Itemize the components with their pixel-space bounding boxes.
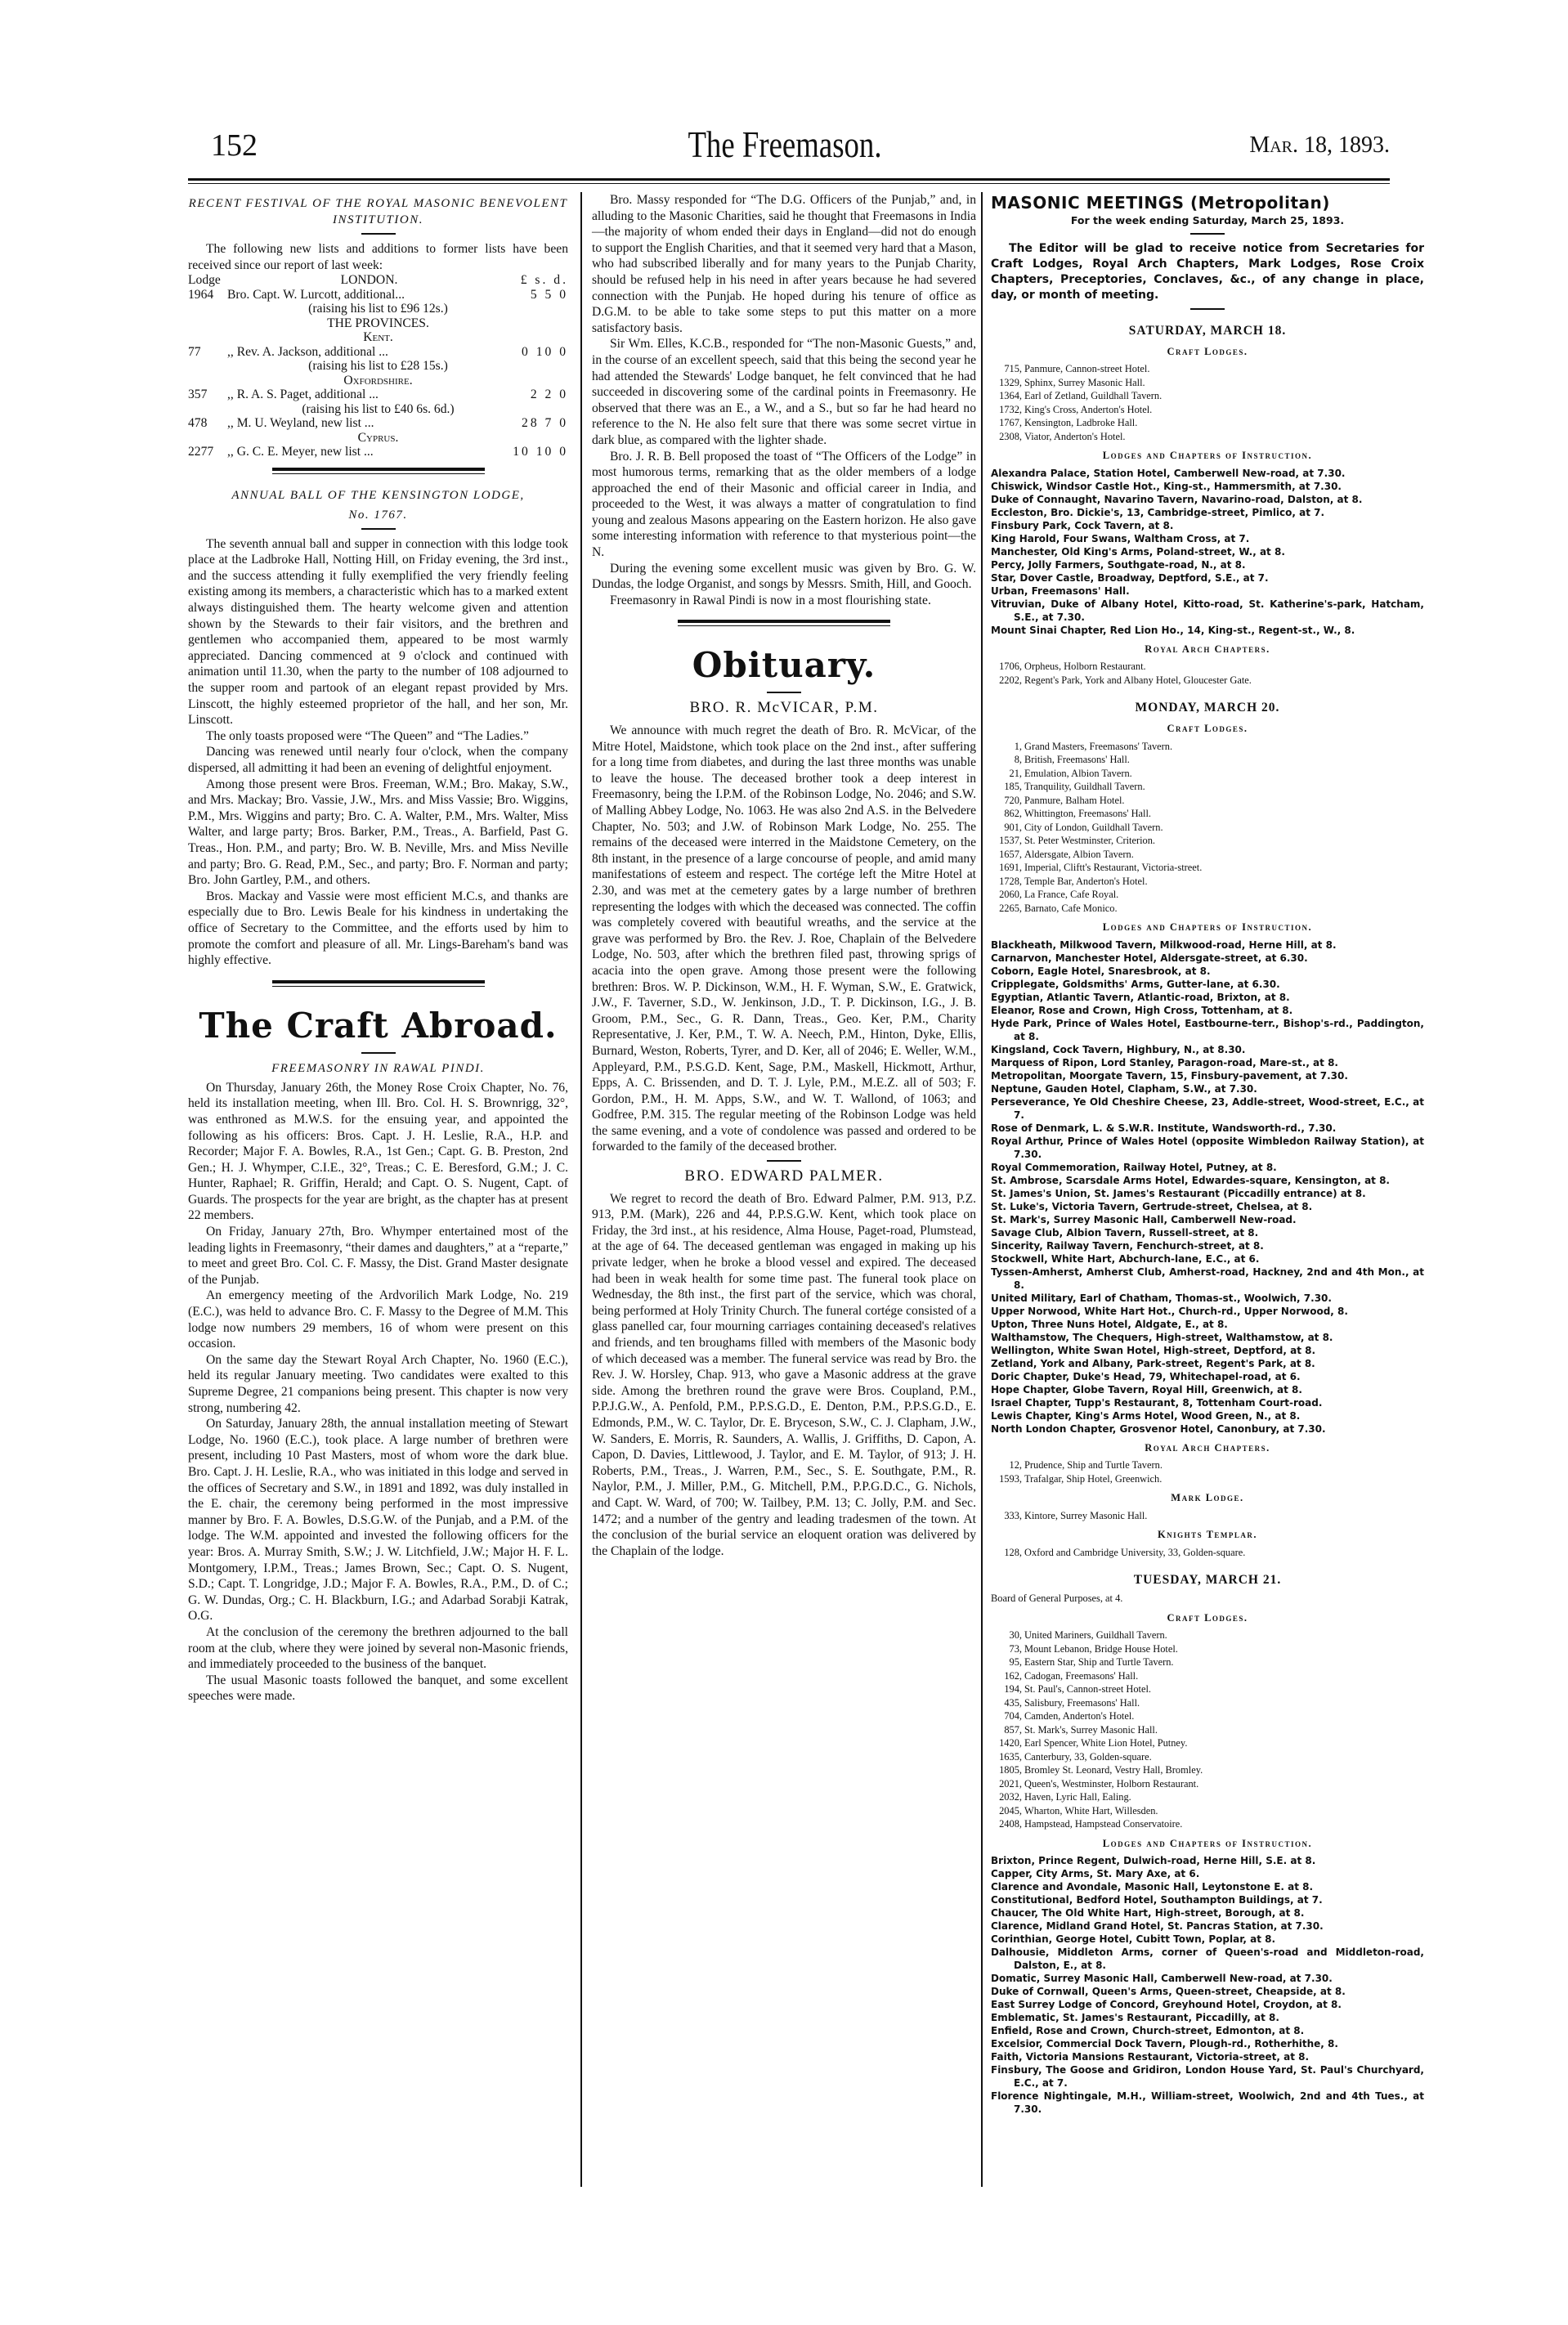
day-heading: MONDAY, MARCH 20. bbox=[1135, 701, 1280, 715]
meeting-entry: Finsbury Park, Cock Tavern, at 8. bbox=[991, 519, 1174, 531]
meeting-list bbox=[991, 1509, 1424, 1523]
meeting-place: Orpheus, Holborn Restaurant. bbox=[1024, 661, 1146, 673]
meeting-entry: Lewis Chapter, King's Arms Hotel, Wood Green, N., at 8. bbox=[991, 1409, 1301, 1422]
meeting-entry: St. James's Union, St. James's Restaurant (Piccadilly entrance) at 8. bbox=[991, 1187, 1366, 1199]
meeting-entry: Wellington, White Swan Hotel, High-street, Deptford, at 8. bbox=[991, 1344, 1316, 1356]
masthead-rule bbox=[188, 178, 1390, 184]
lodge-number: 435, bbox=[1004, 1696, 1022, 1709]
meeting-entry: Marquess of Ripon, Lord Stanley, Paragon-road, Mare-st., at 8. bbox=[991, 1056, 1338, 1068]
meeting-entry: Neptune, Gauden Hotel, Clapham, S.W., at 7.30. bbox=[991, 1082, 1257, 1095]
meeting-entry bbox=[991, 362, 1424, 376]
meeting-list bbox=[991, 740, 1424, 916]
meeting-entry: Savage Club, Albion Tavern, Russell-street, at 8. bbox=[991, 1226, 1259, 1239]
lodge-number: 1805, bbox=[999, 1764, 1022, 1776]
amount: 0 10 0 bbox=[522, 344, 568, 359]
paragraph: The only toasts proposed were “The Queen” and “The Ladies.” bbox=[206, 728, 529, 743]
meeting-entry: St. Luke's, Victoria Tavern, Gertrude-street, Chelsea, at 8. bbox=[991, 1200, 1313, 1212]
meeting-entry bbox=[991, 821, 1424, 835]
meeting-entry: Upper Norwood, White Hart Hot., Church-rd., Upper Norwood, 8. bbox=[991, 1305, 1348, 1317]
meeting-place: Earl of Zetland, Guildhall Tavern. bbox=[1024, 390, 1163, 402]
meeting-entry bbox=[991, 794, 1424, 808]
meeting-entry bbox=[991, 1696, 1424, 1710]
lodge-number: 73, bbox=[1009, 1642, 1022, 1655]
meeting-entry: Walthamstow, The Chequers, High-street, Walthamstow, at 8. bbox=[991, 1331, 1333, 1343]
meeting-entry: Royal Commemoration, Railway Hotel, Putney, at 8. bbox=[991, 1161, 1277, 1173]
meetings-schedule bbox=[991, 323, 1424, 2116]
meeting-entry: Manchester, Old King's Arms, Poland-street, W., at 8. bbox=[991, 545, 1285, 558]
paragraph: Dancing was renewed until nearly four o'clock, when the company dispersed, all admitting it had been an evening of delightful enjoyment. bbox=[188, 745, 568, 775]
meeting-place: Queen's, Westminster, Holborn Restaurant. bbox=[1024, 1777, 1199, 1790]
meeting-entry: Vitruvian, Duke of Albany Hotel, Kitto-road, St. Katherine's-park, Hatcham, S.E., at 7.30. bbox=[991, 598, 1424, 623]
lodge-number: 77 bbox=[188, 344, 201, 359]
meeting-place: Regent's Park, York and Albany Hotel, Gloucester Gate. bbox=[1024, 674, 1252, 686]
paragraph: At the conclusion of the ceremony the brethren adjourned to the ball room at the club, where they were joined by several non-Masonic friends, and immediately proceeded to the business of the banquet. bbox=[188, 1624, 568, 1672]
meeting-place: Camden, Anderton's Hotel. bbox=[1024, 1710, 1135, 1722]
meeting-place: British, Freemasons' Hall. bbox=[1024, 754, 1130, 766]
divider bbox=[1190, 308, 1225, 310]
meeting-entry bbox=[991, 1458, 1424, 1472]
meeting-entry: Enfield, Rose and Crown, Church-street, Edmonton, at 8. bbox=[991, 2025, 1305, 2037]
lodge-number: 8, bbox=[1014, 754, 1022, 766]
meeting-entry: Duke of Connaught, Navarino Tavern, Navarino-road, Dalston, at 8. bbox=[991, 493, 1363, 505]
day-note: Board of General Purposes, at 4. bbox=[991, 1593, 1123, 1605]
lodge-number: 1364, bbox=[999, 390, 1022, 402]
ledger-header bbox=[188, 273, 568, 288]
meeting-list bbox=[991, 1628, 1424, 1831]
meeting-entry: Domatic, Surrey Masonic Hall, Camberwell New-road, at 7.30. bbox=[991, 1973, 1333, 1985]
meeting-entry: Zetland, York and Albany, Park-street, Regent's Park, at 8. bbox=[991, 1357, 1315, 1369]
meeting-entry bbox=[991, 888, 1424, 902]
meeting-place: Imperial, Cliftt's Restaurant, Victoria-street. bbox=[1024, 862, 1203, 874]
ledger-header-amount: £ s. d. bbox=[520, 273, 568, 288]
paper-title: The Freemason. bbox=[688, 123, 882, 165]
subregion-heading: Oxfordshire. bbox=[343, 373, 413, 388]
meeting-entry: Excelsior, Commercial Dock Tavern, Plough-rd., Rotherhithe, 8. bbox=[991, 2038, 1338, 2050]
amount: 2 2 0 bbox=[530, 388, 568, 402]
lodge-number: 2408, bbox=[999, 1818, 1022, 1830]
meeting-entry bbox=[991, 1804, 1424, 1818]
meeting-entry: St. Ambrose, Scarsdale Arms Hotel, Edwardes-square, Kensington, at 8. bbox=[991, 1174, 1390, 1186]
ball-article bbox=[188, 536, 568, 969]
paragraph: On the same day the Stewart Royal Arch Chapter, No. 1960 (E.C.), held its regular January meeting. Two candidates were exalted to this Supreme Degree, 21 companions being present. This chapter is now very strong, numbering 42. bbox=[188, 1352, 568, 1415]
meeting-entry bbox=[991, 861, 1424, 875]
meeting-entry bbox=[991, 376, 1424, 390]
meeting-place: Panmure, Balham Hotel. bbox=[1024, 794, 1125, 806]
meeting-place: Kensington, Ladbroke Hall. bbox=[1024, 417, 1138, 429]
paragraph: The usual Masonic toasts followed the banquet, and some excellent speeches were made. bbox=[188, 1673, 568, 1704]
divider bbox=[1190, 233, 1225, 235]
paragraph: The seventh annual ball and supper in connection with this lodge took place at the Ladbroke Hall, Notting Hill, on Friday evening, the 3rd inst., and the success attending it fully exemplified the very friendly feeling existing among its members, a characteristic which has to a marked extent always distinguished them. The hearty welcome given and attention shown by the Stewards to their fair visitors, and the brethren and gentlemen who accompanied them, appeared to be most warmly appreciated. Dancing commenced at 9 o'clock and continued with animation until 11.30, when the party to the number of 108 adjourned to the supper room and partook of an elegant repast provided by Mrs. Linscott, the highly esteemed proprietor of the hall, and her son, Mr. Linscott. bbox=[188, 536, 568, 728]
obituary-name: BRO. R. McVICAR, P.M. bbox=[689, 699, 879, 717]
meeting-entry: Blackheath, Milkwood Tavern, Milkwood-road, Herne Hill, at 8. bbox=[991, 939, 1337, 951]
lodge-number: 1537, bbox=[999, 835, 1022, 847]
contributor: ,, Rev. A. Jackson, additional ... bbox=[227, 344, 388, 359]
meeting-entry: Faith, Victoria Mansions Restaurant, Victoria-street, at 8. bbox=[991, 2051, 1310, 2063]
ledger-note: (raising his list to £40 6s. 6d.) bbox=[302, 401, 455, 416]
ledger-row bbox=[188, 345, 568, 360]
meetings-subtitle: For the week ending Saturday, March 25, 1893. bbox=[1070, 214, 1345, 226]
meeting-entry: Brixton, Prince Regent, Dulwich-road, Herne Hill, S.E. at 8. bbox=[991, 1855, 1316, 1867]
meeting-entry: St. Mark's, Surrey Masonic Hall, Camberwell New-road. bbox=[991, 1213, 1297, 1225]
ledger-header-lodge: Lodge bbox=[188, 273, 221, 288]
divider bbox=[361, 528, 396, 530]
page-number: 152 bbox=[211, 128, 258, 163]
meeting-entry bbox=[991, 660, 1424, 674]
lodge-number: 1657, bbox=[999, 848, 1022, 860]
meeting-entry: Star, Dover Castle, Broadway, Deptford, S.E., at 7. bbox=[991, 571, 1269, 584]
right-column bbox=[981, 192, 1424, 2187]
meeting-entry bbox=[991, 1628, 1424, 1642]
meeting-place: Trafalgar, Ship Hotel, Greenwich. bbox=[1024, 1472, 1163, 1485]
meeting-entry bbox=[991, 1777, 1424, 1791]
lodge-number: 1, bbox=[1014, 740, 1022, 752]
meeting-place: Aldersgate, Albion Tavern. bbox=[1024, 848, 1134, 860]
meeting-entry bbox=[991, 1763, 1424, 1777]
craft-abroad-subtitle: FREEMASONRY IN RAWAL PINDI. bbox=[271, 1061, 485, 1075]
meeting-entry bbox=[991, 753, 1424, 767]
lodge-number: 720, bbox=[1004, 794, 1022, 806]
lodge-number: 357 bbox=[188, 388, 208, 402]
paragraph: We regret to record the death of Bro. Edward Palmer, P.M. 913, P.Z. 913, P.M. (Mark), 226 and 44, P.P.S.G.W. Kent, which took place on Friday, the 3rd inst., at his residence, Alma House, Paget-road, Plumstead, at the age of 64. The deceased gentleman was engaged in making up his private ledger, when he broke a blood vessel and expired. The deceased had been in weak health for some time past. The funeral took place on Wednesday, the 8th inst., the first part of the service, which was choral, being performed at Holy Trinity Church. The funeral cortége consisted of a glass panelled car, four mourning carriages containing deceased's relatives and friends, and ten broughams filled with members of the Masonic body of which deceased was a member. The funeral service was read by Bro. the Rev. J. W. Horsley, Chap. 913, who gave a Masonic address at the grave side. Among the brethren round the grave were Bros. Coupland, P.M., P.P.J.G.W., A. Penfold, P.M., P.P.S.G.D., E. Denton, P.M., P.P.S.G.D., E. Edmonds, P.M., W. C. Taylor, Dr. E. Bryceson, S.W., C. J. Clapham, J.W., W. Sanders, E. Morris, R. Saunders, A. Wallis, J. Griffiths, D. Capon, A. Capon, D. Davies, Littlewood, J. Taylor, and E. M. Taylor, of 913; J. H. Roberts, P.M., Treas., J. Warren, P.M., Sec., S. E. Southgate, P.M., R. Naylor, P.M., J. Miller, P.M., G. Mitchell, P.M., P.P.G.D.C., G. Nichols, and Capt. W. Ward, of 700; W. Tailbey, P.M. 13; C. Jolly, P.M. and Sec. 1472; and a number of the gentry and leading tradesmen of the town. At the conclusion of the burial service an eloquent oration was delivered by the Chaplain of the lodge. bbox=[592, 1191, 976, 1558]
meeting-entry: Clarence, Midland Grand Hotel, St. Pancras Station, at 7.30. bbox=[991, 1920, 1324, 1933]
meeting-entry bbox=[991, 1736, 1424, 1750]
paragraph: An emergency meeting of the Ardvorilich Mark Lodge, No. 219 (E.C.), was held to advance Bro. C. F. Massy to the Degree of M.M. This lodge now numbers 29 members, 16 of whom were present on this occasion. bbox=[188, 1288, 568, 1351]
paragraph: Among those present were Bros. Freeman, W.M.; Bro. Makay, S.W., and Mrs. Mackay; Bro. Vassie, J.W., Mrs. and Miss Vassie; Bro. Wiggins, P.M., Mrs. Wiggins and party; Bro. C. A. Walter, P.M., Mrs. Walter, Miss Walter, and large party; Bros. Barker, P.M., Treas., A. Barfield, Past G. Treas., Hon. P.M., and party; Bro. W. B. Neville, Mrs. and Miss Neville and party; Bro. G. Read, P.M., Sec., and party; Bro. F. Norman and party; Bro. John Gartley, P.M., and others. bbox=[188, 777, 568, 888]
meeting-place: Temple Bar, Anderton's Hotel. bbox=[1024, 875, 1148, 887]
ledger-row bbox=[188, 388, 568, 402]
meeting-entry bbox=[991, 1509, 1424, 1523]
meeting-entry bbox=[991, 1669, 1424, 1683]
meeting-list bbox=[991, 1854, 1424, 2116]
lodge-number: 1706, bbox=[999, 661, 1022, 673]
meeting-place: St. Peter Westminster, Criterion. bbox=[1024, 835, 1156, 847]
meeting-place: Earl Spencer, White Lion Hotel, Putney. bbox=[1024, 1737, 1188, 1749]
meeting-entry: United Military, Earl of Chatham, Thomas-st., Woolwich, 7.30. bbox=[991, 1292, 1332, 1304]
meeting-entry bbox=[991, 1642, 1424, 1656]
obituary-name: BRO. EDWARD PALMER. bbox=[684, 1167, 884, 1185]
paragraph: Freemasonry in Rawal Pindi is now in a most flourishing state. bbox=[610, 593, 931, 607]
lodge-number: 2202, bbox=[999, 674, 1022, 686]
lodge-number: 478 bbox=[188, 416, 208, 431]
subregion-heading: Kent. bbox=[363, 330, 393, 345]
lodge-number: 704, bbox=[1004, 1710, 1022, 1722]
meeting-place: Mount Lebanon, Bridge House Hotel. bbox=[1024, 1642, 1178, 1655]
meeting-entry bbox=[991, 403, 1424, 417]
meeting-entry: Hyde Park, Prince of Wales Hotel, Eastbourne-terr., Bishop's-rd., Paddington, at 8. bbox=[991, 1017, 1424, 1042]
divider bbox=[361, 233, 396, 235]
category-heading: Craft Lodges. bbox=[1167, 345, 1248, 357]
meetings-title: MASONIC MEETINGS (Metropolitan) bbox=[991, 193, 1330, 213]
meeting-entry bbox=[991, 674, 1424, 688]
ledger-row bbox=[188, 445, 568, 459]
lodge-number: 2265, bbox=[999, 902, 1022, 914]
meeting-place: City of London, Guildhall Tavern. bbox=[1024, 821, 1163, 833]
lodge-number: 1732, bbox=[999, 403, 1022, 415]
lodge-number: 2277 bbox=[188, 445, 214, 459]
lodge-number: 1767, bbox=[999, 417, 1022, 429]
meeting-entry: Finsbury, The Goose and Gridiron, London House Yard, St. Paul's Churchyard, E.C., at 7. bbox=[991, 2064, 1424, 2090]
paragraph: Bro. J. R. B. Bell proposed the toast of “The Officers of the Lodge” in most humorous terms, remarking that as the older members of a lodge approached the end of their Masonic and official career in India, and proceeded to the West, it was always a matter of congratulation to find young and zealous Masons appearing on the Eastern horizon. He also gave some interesting information with reference to that mysterious point—the N. bbox=[592, 449, 976, 560]
lodge-number: 1728, bbox=[999, 875, 1022, 887]
category-heading: Royal Arch Chapters. bbox=[1145, 1441, 1270, 1454]
paragraph: On Friday, January 27th, Bro. Whymper entertained most of the leading lights in Freemasonry, “their dames and daughters,” at a “reparte,” to meet and greet Bro. Col. C. F. Massy, the Dist. Grand Master designate of the Punjab. bbox=[188, 1225, 568, 1287]
meeting-place: Bromley St. Leonard, Vestry Hall, Bromley. bbox=[1024, 1764, 1203, 1776]
meeting-entry: Chaucer, The Old White Hart, High-street, Borough, at 8. bbox=[991, 1907, 1305, 1920]
meeting-entry bbox=[991, 780, 1424, 794]
meeting-entry: Mount Sinai Chapter, Red Lion Ho., 14, King-st., Regent-st., W., 8. bbox=[991, 624, 1355, 636]
amount: 28 7 0 bbox=[522, 416, 568, 431]
meeting-place: Barnato, Cafe Monico. bbox=[1024, 902, 1118, 914]
meeting-entry: East Surrey Lodge of Concord, Greyhound Hotel, Croydon, at 8. bbox=[991, 1999, 1342, 2011]
subregion-heading: Cyprus. bbox=[357, 430, 399, 445]
lodge-number: 185, bbox=[1004, 781, 1022, 793]
rawal-pindi-continued bbox=[592, 192, 976, 608]
lodge-number: 2021, bbox=[999, 1777, 1022, 1790]
craft-abroad-article bbox=[188, 1080, 568, 1705]
lodge-number: 715, bbox=[1004, 363, 1022, 375]
amount: 10 10 0 bbox=[513, 445, 568, 459]
paragraph: Sir Wm. Elles, K.C.B., responded for “The non-Masonic Guests,” and, in the course of an excellent speech, said that this being the second year he had attended the Stewards' Lodge banquet, he felt convinced that he had succeeded in discovering some of the cardinal points in Freemasonry. He observed that there was an E., a W., and a S., but so far he had heard no reference to the N. He also felt sure that there was some secret virtue in dark blue, as compared with the lighter shade. bbox=[592, 337, 976, 447]
meeting-entry: Duke of Cornwall, Queen's Arms, Queen-street, Cheapside, at 8. bbox=[991, 1986, 1346, 1998]
meeting-entry: Royal Arthur, Prince of Wales Hotel (opposite Wimbledon Railway Station), at 7.30. bbox=[991, 1135, 1424, 1160]
meeting-entry bbox=[991, 1655, 1424, 1669]
category-heading: Lodges and Chapters of Instruction. bbox=[1102, 450, 1313, 462]
lodge-number: 333, bbox=[1004, 1509, 1022, 1521]
lodge-number: 194, bbox=[1004, 1683, 1022, 1696]
meeting-entry: Upton, Three Nuns Hotel, Aldgate, E., at 8. bbox=[991, 1318, 1228, 1330]
meeting-list bbox=[991, 939, 1424, 1436]
amount: 5 5 0 bbox=[530, 287, 568, 302]
lodge-number: 1964 bbox=[188, 287, 214, 302]
divider bbox=[767, 1160, 801, 1162]
meeting-entry: Capper, City Arms, St. Mary Axe, at 6. bbox=[991, 1868, 1200, 1880]
festival-title: RECENT FESTIVAL OF THE ROYAL MASONIC BENEVOLENT INSTITUTION. bbox=[188, 197, 568, 226]
meeting-entry: Alexandra Palace, Station Hotel, Camberwell New-road, at 7.30. bbox=[991, 467, 1346, 479]
meeting-place: Canterbury, 33, Golden-square. bbox=[1024, 1750, 1152, 1763]
paragraph: We announce with much regret the death of Bro. R. McVicar, of the Mitre Hotel, Maidstone, which took place on the 2nd inst., after suffering for a long time from diabetes, and during the last three months was unable to leave the house. The deceased brother took a deep interest in Freemasonry, being the I.P.M. of the Robinson Lodge, No. 2046; and S.W. of Malling Abbey Lodge, No. 1063. He was also 2nd A.S. in the Belvedere Chapter, No. 503; and J.W. of Robinson Mark Lodge, No. 255. The remains of the deceased were interred in the Maidstone Cemetery, on the 8th instant, in the presence of a large concourse of people, and amid many manifestations of esteem and respect. The cortége left the Mitre Hotel at 2.30, and was met at the cemetery gates by a large number of brethren representing the lodges with which the deceased was connected. The coffin was completely covered with beautiful wreaths, and the service at the grave was performed by Bro. the Rev. J. Roe, Chaplain of the Belvedere Lodge, No. 503, after which the brethren filed past, throwing sprigs of acacia into the open grave. Among those present were the following brethren: Bros. W. P. Dickinson, W.M., H. F. Wyman, S.W., E. Gratwick, J.W., F. Taverner, S.D., W. Jenkinson, J.D., T. P. Dickinson, I.G., J. B. Groom, P.M., Sec., G. R. Dann, Treas., Geo. Ker, P.M., Charity Representative, J. Ker, P.M., T. W. A. Neech, P.M., Hinton, Dyke, Ellis, Burnard, Weston, Roberts, Tyrer, and D. Ker, all of 2046; E. Weller, W.M., Appleyard, P.M., P.S.G.D. Kent, Sage, P.M., Maskell, Hickmott, Arthur, Epps, A. C. Brissenden, and D. T. J. Lyle, P.M., M.E.Z. all of 503; F. Gordon, P.M., H. M. Apps, S.W., and W. T. Wallond, of 1063; and Godfree, P.M. 315. The regular meeting of the Robinson Lodge was held the same evening, and a vote of condolence was passed and ordered to be forwarded to the family of the deceased brother. bbox=[592, 723, 976, 1154]
day-heading: SATURDAY, MARCH 18. bbox=[1128, 324, 1287, 338]
meeting-place: Sphinx, Surrey Masonic Hall. bbox=[1024, 376, 1145, 388]
meeting-entry: Clarence and Avondale, Masonic Hall, Leytonstone E. at 8. bbox=[991, 1881, 1314, 1893]
meeting-entry bbox=[991, 875, 1424, 889]
ledger-note: (raising his list to £28 15s.) bbox=[308, 359, 448, 374]
category-heading: Royal Arch Chapters. bbox=[1145, 643, 1270, 655]
obituary-heading: Obituary. bbox=[692, 645, 876, 686]
meeting-list bbox=[991, 362, 1424, 443]
paragraph: On Thursday, January 26th, the Money Rose Croix Chapter, No. 76, held its installation meeting, when Ill. Bro. Col. H. S. Brownrigg, 32°, was enthroned as M.W.S. for the ensuing year, and appointed the following as his officers: Bros. Capt. J. H. Leslie, R.A., H.P. and Recorder; Major F. A. Bowles, R.A., 1st Gen.; Capt. G. B. Preston, 2nd Gen.; H. J. Whymper, C.I.E., 32°, Treas.; C. E. Beresford, G.M.; J. C. Hunter, Raphael; R. Griffin, Herald; and Capt. O. S. Nugent, Capt. of Guards. The prospects for the year are bright, as the chapter has at present 22 members. bbox=[188, 1080, 568, 1223]
meeting-entry: Rose of Denmark, L. & S.W.R. Institute, Wandsworth-rd., 7.30. bbox=[991, 1122, 1337, 1134]
divider bbox=[767, 692, 801, 693]
meeting-entry bbox=[991, 1817, 1424, 1831]
meeting-place: Panmure, Cannon-street Hotel. bbox=[1024, 363, 1150, 375]
contributor: Bro. Capt. W. Lurcott, additional... bbox=[227, 287, 405, 302]
day-heading: TUESDAY, MARCH 21. bbox=[1133, 1573, 1282, 1588]
category-heading: Knights Templar. bbox=[1157, 1529, 1258, 1541]
meeting-entry: Sincerity, Railway Tavern, Fenchurch-street, at 8. bbox=[991, 1239, 1264, 1252]
meeting-entry: Kingsland, Cock Tavern, Highbury, N., at 8.30. bbox=[991, 1043, 1246, 1055]
category-heading: Lodges and Chapters of Instruction. bbox=[1102, 1837, 1313, 1849]
lodge-number: 128, bbox=[1004, 1546, 1022, 1558]
meeting-entry: Percy, Jolly Farmers, Southgate-road, N., at 8. bbox=[991, 558, 1246, 571]
ball-title: ANNUAL BALL OF THE KENSINGTON LODGE, bbox=[231, 488, 525, 502]
contributor: ,, G. C. E. Meyer, new list ... bbox=[227, 445, 374, 459]
meeting-entry: North London Chapter, Grosvenor Hotel, Canonbury, at 7.30. bbox=[991, 1422, 1326, 1435]
meeting-entry: Perseverance, Ye Old Cheshire Cheese, 23, Addle-street, Wood-street, E.C., at 7. bbox=[991, 1095, 1424, 1121]
ledger-note: (raising his list to £96 12s.) bbox=[308, 302, 448, 316]
meeting-entry: Egyptian, Atlantic Tavern, Atlantic-road, Brixton, at 8. bbox=[991, 991, 1290, 1003]
meeting-list bbox=[991, 660, 1424, 687]
meeting-entry bbox=[991, 1472, 1424, 1486]
lodge-number: 2308, bbox=[999, 430, 1022, 442]
lodge-number: 2060, bbox=[999, 889, 1022, 901]
lodge-number: 862, bbox=[1004, 808, 1022, 820]
meeting-entry bbox=[991, 834, 1424, 848]
meeting-place: King's Cross, Anderton's Hotel. bbox=[1024, 403, 1153, 415]
meeting-entry: Carnarvon, Manchester Hotel, Aldersgate-street, at 6.30. bbox=[991, 952, 1308, 964]
meeting-entry bbox=[991, 1682, 1424, 1696]
meeting-entry: Florence Nightingale, M.H., William-street, Woolwich, 2nd and 4th Tues., at 7.30. bbox=[991, 2090, 1424, 2116]
lodge-number: 901, bbox=[1004, 821, 1022, 833]
meeting-entry bbox=[991, 1709, 1424, 1723]
meeting-entry: Israel Chapter, Tupp's Restaurant, 8, Tottenham Court-road. bbox=[991, 1396, 1323, 1409]
paragraph: Bros. Mackay and Vassie were most efficient M.C.s, and thanks are especially due to Bro. Lewis Beale for his kindness in undertaking the office of Secretary to the Committee, and the efforts used by him to promote the comfort and pleasure of all. Mr. Lings-Bareham's band was highly effective. bbox=[188, 889, 568, 968]
lodge-number: 30, bbox=[1009, 1629, 1022, 1642]
category-heading: Craft Lodges. bbox=[1167, 722, 1248, 734]
meeting-place: Tranquility, Guildhall Tavern. bbox=[1024, 781, 1145, 793]
paragraph: Bro. Massy responded for “The D.G. Officers of the Punjab,” and, in alluding to the Masonic Charities, said he thought that Freemasons in India—the majority of whom ended their days in England—did not do enough to support the English Charities, and that it seemed very hard that a Mason, who had subscribed liberally and for many years to the Punjab Charity, should be refused help in his need in after years because he had severed connection with the Punjab. He hoped during his tenure of office as D.G.M. to be able to take some steps to put this matter on a more satisfactory basis. bbox=[592, 193, 976, 335]
ledger-row bbox=[188, 416, 568, 431]
meeting-entry: Cripplegate, Goldsmiths' Arms, Gutter-lane, at 6.30. bbox=[991, 978, 1280, 990]
meeting-place: Eastern Star, Ship and Turtle Tavern. bbox=[1024, 1656, 1174, 1669]
meeting-place: Prudence, Ship and Turtle Tavern. bbox=[1024, 1459, 1163, 1472]
section-rule bbox=[678, 620, 890, 626]
meeting-entry: Coborn, Eagle Hotel, Snaresbrook, at 8. bbox=[991, 965, 1211, 977]
meeting-entry bbox=[991, 416, 1424, 430]
paragraph: On Saturday, January 28th, the annual installation meeting of Stewart Lodge, No. 1960 (E.C.), took place. A large number of brethren were present, including 10 Past Masters, most of whom wore the dark blue. Bro. Capt. J. H. Leslie, R.A., who was initiated in this lodge and served in the offices of Secretary and S.W., in 1891 and 1892, was duly installed in the E. chair, the ceremony being performed in the most impressive manner by Bro. F. A. Bowles, D.S.G.W. of the Punjab, and a P.M. of the lodge. The W.M. appointed and invested the following officers for the year: Bros. A. Murray Smith, S.W.; J. W. Litchfield, J.W.; Major H. F. L. Montgomery, I.P.M., Treas.; James Brown, Sec.; Capt. O. S. Nugent, S.D.; Capt. T. Longridge, J.D.; Major F. A. Bowles, R.A., P.M., D. of C.; G. W. Dundas, Org.; C. H. Blackburn, I.G.; and Adarbad Sorabji Katrak, O.G. bbox=[188, 1417, 568, 1624]
newspaper-page bbox=[155, 114, 1424, 2116]
meeting-place: Oxford and Cambridge University, 33, Golden-square. bbox=[1024, 1546, 1246, 1558]
meeting-entry: Stockwell, White Hart, Abchurch-lane, E.C., at 6. bbox=[991, 1252, 1260, 1265]
contribution-ledger bbox=[188, 273, 568, 459]
meeting-place: St. Paul's, Cannon-street Hotel. bbox=[1024, 1683, 1152, 1696]
ball-subtitle: No. 1767. bbox=[348, 508, 408, 522]
meeting-entry bbox=[991, 807, 1424, 821]
meeting-list bbox=[991, 1546, 1424, 1560]
meeting-place: Wharton, White Hart, Willesden. bbox=[1024, 1804, 1158, 1817]
meeting-entry bbox=[991, 1723, 1424, 1737]
paragraph: During the evening some excellent music was given by Bro. G. W. Dundas, the lodge Organist, and songs by Messrs. Smith, Hill, and Gooch. bbox=[592, 561, 976, 592]
meeting-entry: Corinthian, George Hotel, Cubitt Town, Poplar, at 8. bbox=[991, 1933, 1276, 1946]
meeting-place: St. Mark's, Surrey Masonic Hall. bbox=[1024, 1723, 1158, 1736]
section-rule bbox=[272, 468, 485, 474]
meeting-entry: Doric Chapter, Duke's Head, 79, Whitechapel-road, at 6. bbox=[991, 1370, 1301, 1382]
lodge-number: 1691, bbox=[999, 862, 1022, 874]
lodge-number: 2032, bbox=[999, 1791, 1022, 1803]
meeting-place: Emulation, Albion Tavern. bbox=[1024, 767, 1132, 779]
contributor: ,, R. A. S. Paget, additional ... bbox=[227, 388, 379, 402]
ledger-row bbox=[188, 288, 568, 302]
category-heading: Mark Lodge. bbox=[1171, 1492, 1244, 1504]
meeting-place: Grand Masters, Freemasons' Tavern. bbox=[1024, 740, 1173, 752]
craft-abroad-heading: The Craft Abroad. bbox=[199, 1005, 558, 1046]
lodge-number: 1635, bbox=[999, 1750, 1022, 1763]
meeting-entry bbox=[991, 1750, 1424, 1764]
meeting-place: Kintore, Surrey Masonic Hall. bbox=[1024, 1509, 1148, 1521]
meeting-entry: Tyssen-Amherst, Amherst Club, Amherst-road, Hackney, 2nd and 4th Mon., at 8. bbox=[991, 1266, 1424, 1291]
meeting-entry bbox=[991, 740, 1424, 754]
meeting-entry bbox=[991, 1790, 1424, 1804]
meeting-entry: Emblematic, St. James's Restaurant, Piccadilly, at 8. bbox=[991, 2012, 1279, 2024]
meeting-entry bbox=[991, 767, 1424, 781]
ledger-rows bbox=[188, 288, 568, 459]
left-column bbox=[188, 192, 568, 1705]
meeting-entry: Urban, Freemasons' Hall. bbox=[991, 585, 1130, 597]
meeting-place: Whittington, Freemasons' Hall. bbox=[1024, 808, 1152, 820]
lodge-number: 857, bbox=[1004, 1723, 1022, 1736]
middle-column bbox=[580, 192, 976, 2187]
festival-intro: The following new lists and additions to former lists have been received since our report of last week: bbox=[188, 242, 568, 272]
meeting-place: United Mariners, Guildhall Tavern. bbox=[1024, 1629, 1167, 1642]
lodge-number: 12, bbox=[1009, 1459, 1022, 1472]
meeting-entry: Chiswick, Windsor Castle Hot., King-st., Hammersmith, at 7.30. bbox=[991, 480, 1342, 492]
meeting-place: Cadogan, Freemasons' Hall. bbox=[1024, 1669, 1139, 1682]
meeting-place: Haven, Lyric Hall, Ealing. bbox=[1024, 1791, 1131, 1803]
meeting-place: La France, Cafe Royal. bbox=[1024, 889, 1119, 901]
category-heading: Lodges and Chapters of Instruction. bbox=[1102, 921, 1313, 934]
meeting-place: Salisbury, Freemasons' Hall. bbox=[1024, 1696, 1140, 1709]
divider bbox=[361, 1052, 396, 1054]
meeting-entry: Eleanor, Rose and Crown, High Cross, Tottenham, at 8. bbox=[991, 1004, 1293, 1016]
meeting-entry bbox=[991, 430, 1424, 444]
ledger-header-region: LONDON. bbox=[340, 273, 398, 288]
meeting-entry: King Harold, Four Swans, Waltham Cross, at 7. bbox=[991, 532, 1250, 544]
meeting-entry bbox=[991, 848, 1424, 862]
section-rule bbox=[272, 980, 485, 987]
meeting-entry: Dalhousie, Middleton Arms, corner of Queen's-road and Middleton-road, Dalston, E., at 8. bbox=[991, 1946, 1424, 1972]
lodge-number: 1420, bbox=[999, 1737, 1022, 1749]
meeting-list bbox=[991, 467, 1424, 637]
lodge-number: 2045, bbox=[999, 1804, 1022, 1817]
lodge-number: 21, bbox=[1009, 767, 1022, 779]
editor-notice: The Editor will be glad to receive notice from Secretaries for Craft Lodges, Royal Arch Chapters, Mark Lodges, Rose Croix Chapters, Preceptories, Conclaves, &c., of any change in place, day, or month of meeting. bbox=[991, 242, 1424, 302]
category-heading: Craft Lodges. bbox=[1167, 1611, 1248, 1624]
lodge-number: 1593, bbox=[999, 1472, 1022, 1485]
meeting-entry bbox=[991, 902, 1424, 916]
meeting-entry bbox=[991, 389, 1424, 403]
meeting-list bbox=[991, 1458, 1424, 1485]
obituary-entries bbox=[592, 700, 976, 1559]
lodge-number: 95, bbox=[1009, 1656, 1022, 1669]
meeting-entry: Eccleston, Bro. Dickie's, 13, Cambridge-street, Pimlico, at 7. bbox=[991, 506, 1325, 518]
meeting-place: Viator, Anderton's Hotel. bbox=[1024, 430, 1126, 442]
masthead bbox=[155, 114, 1414, 178]
region-heading: THE PROVINCES. bbox=[327, 316, 429, 330]
meeting-entry: Constitutional, Bedford Hotel, Southampton Buildings, at 7. bbox=[991, 1894, 1323, 1906]
meeting-entry bbox=[991, 1546, 1424, 1560]
meeting-entry: Hope Chapter, Globe Tavern, Royal Hill, Greenwich, at 8. bbox=[991, 1383, 1302, 1395]
lodge-number: 162, bbox=[1004, 1669, 1022, 1682]
lodge-number: 1329, bbox=[999, 376, 1022, 388]
meeting-place: Hampstead, Hampstead Conservatoire. bbox=[1024, 1818, 1183, 1830]
issue-date: Mar. 18, 1893. bbox=[1249, 132, 1390, 158]
meeting-entry: Metropolitan, Moorgate Tavern, 15, Finsbury-pavement, at 7.30. bbox=[991, 1069, 1348, 1082]
contributor: ,, M. U. Weyland, new list ... bbox=[227, 416, 374, 431]
